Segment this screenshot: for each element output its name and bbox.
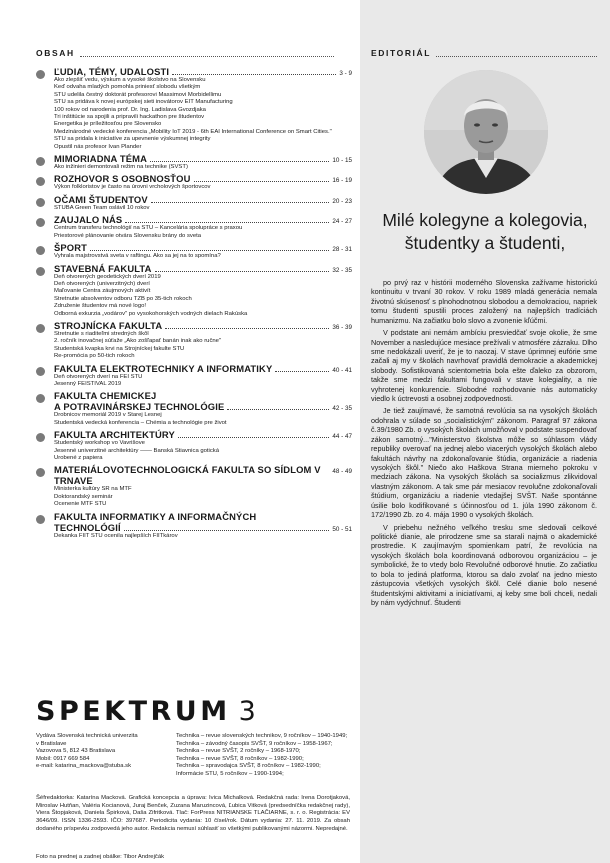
spektrum-logo — [36, 696, 259, 727]
leader-dots — [178, 432, 330, 438]
toc-section-title: ŠPORT — [54, 242, 88, 254]
toc-item[interactable]: Re-promócia po 50-tich rokoch — [54, 353, 135, 360]
leader-dots — [275, 366, 329, 372]
toc-page-range: 36 - 39 — [332, 323, 352, 331]
leader-dots — [194, 176, 330, 182]
leader-dots — [227, 404, 329, 410]
toc-section — [36, 214, 352, 240]
toc-page-range: 10 - 15 — [332, 157, 352, 165]
history-line: Technika – revue SVŠT, 8 ročníkov – 1982-1990; — [176, 755, 304, 762]
toc-item[interactable]: Centrum transferu technológií na STU – Kancelária spolupráce s praxou — [54, 225, 243, 232]
leader-dots — [155, 266, 330, 272]
history-line: Technika – spravodajca SVŠT, 8 ročníkov – 1982-1990; — [176, 763, 321, 770]
history-line: Technika – revue SVŠT, 2 ročníky – 1968-1970; — [176, 748, 301, 755]
toc-item[interactable]: Priestorové plánovanie otvára Slovensku brány do sveta — [54, 232, 202, 239]
toc-section — [36, 429, 352, 462]
toc-section-header[interactable] — [36, 390, 352, 401]
editorial-heading — [371, 46, 597, 60]
toc-item-list — [36, 184, 352, 191]
toc-item-list — [36, 440, 352, 462]
toc-section-header[interactable] — [36, 214, 352, 225]
leader-dots — [125, 217, 329, 223]
toc-item[interactable]: 2. ročník inovačnej súťaže „Ako zošľapať banán inak ako ručne" — [54, 338, 222, 345]
toc-section-title: FAKULTA INFORMATIKY A INFORMAČNÝCH — [54, 510, 257, 522]
editorial-greeting — [365, 209, 605, 255]
toc-item[interactable]: STU udelila čestný doktorát profesorovi Massimovi Morbidellimu — [54, 91, 222, 98]
toc-section-title: OČAMI ŠTUDENTOV — [54, 193, 148, 205]
obsah-heading-label: OBSAH — [36, 48, 75, 58]
toc-section — [36, 173, 352, 191]
toc-section — [36, 363, 352, 389]
toc-section-title: ĽUDIA, TÉMY, UDALOSTI — [54, 66, 170, 77]
toc-item-list — [36, 374, 352, 389]
toc-item[interactable]: STUBA Green Team oslávil 10 rokov — [54, 204, 150, 211]
toc-item-list — [36, 331, 352, 361]
toc-item[interactable]: Ministerka kultúry SR na MTF — [54, 486, 132, 493]
photo-credit: Foto na prednej a zadnej obálke: Tibor Andrejčák — [36, 854, 165, 860]
editor-portrait-photo — [424, 70, 548, 194]
toc-item-list — [36, 533, 352, 540]
toc-section-header[interactable] — [36, 194, 352, 205]
toc-item[interactable]: Jesenný FEISTIVAL 2019 — [54, 380, 122, 387]
toc-item[interactable]: Stretnutie s riaditeľmi stredných škôl — [54, 330, 149, 337]
toc-item[interactable]: Ako inžinieri demontovali režim na technike (SVŠT) — [54, 164, 188, 171]
toc-section — [36, 464, 352, 508]
editorial-credits: Šéfredaktorka: Katarína Macková. Grafická koncepcia a úprava: Ivica Michalková. Redakčná rada: Irena Dorotjaková, Miroslav Hutňan, Valéria Kocianová, Juraj Benček, Zuzana Maruzincová, Ľubica Vitková (predsedníčka redakčnej rady), Viera Štopjaková, Daniela Špirková, Daša Zifritková. Tlač: ForPress NITRIANSKE TLAČIARNE, s. r. o. Registrácia: EV 3646/09. ISSN 1336-2593. IČO: 397687. Periodicita vydania: 10 čísel/rok. Dátum vydania: 27. 11. 2019. Za obsah dodaného príspevku zodpovedá jeho autor. Redakcia nemusí súhlasiť so všetkými publikovanými názormi. Nepredajné. — [36, 795, 350, 832]
toc-section — [36, 320, 352, 361]
toc-item[interactable]: Študentský workshop vo Vavrišove — [54, 440, 145, 447]
toc-page-range: 44 - 47 — [332, 433, 352, 441]
bullet-icon — [36, 70, 45, 79]
leader-dots — [124, 525, 330, 531]
bullet-icon — [36, 324, 45, 333]
toc-item-list — [36, 253, 352, 260]
bullet-icon — [36, 367, 45, 376]
toc-item[interactable]: Maľovanie Centra záujmových aktivít — [54, 288, 151, 295]
toc-page-range: 16 - 19 — [332, 177, 352, 185]
toc-item[interactable]: Ako zlepšiť vedu, výskum a vysoké školstvo na Slovensku — [54, 77, 206, 83]
logo-name: SPEKTRUM — [36, 696, 231, 727]
publisher-line: Vazovova 5, 812 43 Bratislava — [36, 748, 116, 755]
toc-section-title: ROZHOVOR S OSOBNOSŤOU — [54, 173, 191, 185]
toc-section-header[interactable] — [36, 242, 352, 253]
toc-item-list — [36, 205, 352, 212]
publisher-line: Mobil: 0917 669 584 — [36, 755, 90, 762]
leader-dots — [165, 323, 329, 329]
toc-section-header[interactable] — [36, 429, 352, 440]
toc-item[interactable]: Stretnutie absolventov odboru TZB po 35-tich rokoch — [54, 295, 192, 302]
toc-section-header-continued — [36, 401, 352, 412]
toc-item[interactable]: Odborná exkurzia „vodárov" po vysokohorských vodných dielach Rakúska — [54, 310, 248, 317]
toc-item[interactable]: Drobnicov memoriál 2019 v Starej Lesnej — [54, 412, 162, 419]
toc-item[interactable]: Doktorandský seminár — [54, 493, 113, 500]
editorial-paragraph: V podstate ani nemám ambíciu presviedčať svoje okolie, že sme November a nasledujúce mesiace prežívali v atmosfére zázraku. Dlho sme nedokázali uveriť, že je to naozaj. V stave úprimnej eufórie sme začali aj my v školách navrhovať pravidlá demokracie a akademickej slobody. Sofistikovaná scientometria bola ešte ďaleko za obzorom, takže sme medzi fakultami fungovali v stave kolegiality, a nie vyhrotenej konkurencie. Slobodné rozhodovanie nás automaticky viedlo k úctrevosti a osobnej zodpovednosti. — [371, 328, 597, 404]
toc-item[interactable]: Združenie študentov má nové logo! — [54, 303, 147, 310]
publisher-line: Vydáva Slovenská technická univerzita — [36, 733, 138, 739]
history-line: Technika – závodný časopis SVŠT, 9 ročníkov – 1958-1967; — [176, 740, 333, 747]
toc-section — [36, 194, 352, 212]
toc-page-range: 20 - 23 — [332, 197, 352, 205]
toc-item[interactable]: Deň otvorených dverí na FEI STU — [54, 373, 143, 380]
toc-item[interactable]: STU sa pridala k iniciatíve za upevnenie výskumnej integrity — [54, 136, 211, 143]
editorial-paragraph: po prvý raz v histórii moderného Slovenska zažívame historickú kontinuitu v trvaní 30 rokov. V roku 1989 mladá generácia nemala životnú skúsenosť s plnohodnotnou slobodou a demokraciou, napriek tomu študenti spustili proces založený na najlepších tradíciách humanizmu. Na začiatku bolo slovo a zvonenie kľúčmi. — [371, 278, 597, 325]
toc-item-list — [36, 486, 352, 508]
toc-section-header[interactable] — [36, 363, 352, 374]
toc-page-range: 28 - 31 — [332, 246, 352, 254]
toc-section-title-continued: A POTRAVINÁRSKEJ TECHNOLÓGIE — [54, 401, 225, 413]
toc-section-header-continued — [36, 522, 352, 533]
leader-dots — [172, 69, 336, 75]
toc-section-title: FAKULTA ELEKTROTECHNIKY A INFORMATIKY — [54, 362, 273, 374]
publisher-line: e-mail: katarina_mackova@stuba.sk — [36, 763, 132, 770]
toc-item-list — [36, 164, 352, 171]
history-info — [176, 733, 356, 779]
bullet-icon — [36, 267, 45, 276]
toc-section-title: ZAUJALO NÁS — [54, 214, 123, 226]
toc-section — [36, 511, 352, 540]
toc-item-list — [36, 274, 352, 318]
toc-item[interactable]: Tri inštitúcie sa spojili a pripravili hackathon pre študentov — [54, 114, 205, 121]
toc-section-header[interactable] — [36, 511, 352, 522]
toc-page-range: 42 - 35 — [332, 405, 352, 413]
toc-section-title-continued: TECHNOLÓGIÍ — [54, 521, 121, 533]
toc-section-header[interactable] — [36, 153, 352, 164]
toc-section — [36, 242, 352, 260]
toc-item[interactable]: Opustil nás profesor Ivan Plander — [54, 143, 142, 150]
toc-item[interactable]: Vyhrala majstrovstvá sveta v raftingu. Ako sa jej na to spomína? — [54, 253, 221, 260]
toc-section-title: FAKULTA CHEMICKEJ — [54, 390, 157, 402]
toc-section — [36, 153, 352, 171]
toc-section-title: STROJNÍCKA FAKULTA — [54, 319, 163, 331]
toc-section — [36, 390, 352, 427]
editorial-heading-label: EDITORIÁL — [371, 48, 432, 58]
toc-section-title: MATERIÁLOVOTECHNOLOGICKÁ FAKULTA SO SÍDLOM V TRNAVE — [54, 464, 321, 487]
toc-section-title: FAKULTA ARCHITEKTÚRY — [54, 429, 175, 441]
publisher-line: v Bratislave — [36, 740, 67, 747]
greeting-line: Milé kolegyne a kolegovia, — [382, 210, 588, 230]
toc-item[interactable]: Ocenenie MTF STU — [54, 501, 107, 508]
leader-dots — [150, 156, 329, 162]
editorial-paragraph: V priebehu nežného veľkého tresku sme sledovali celkové politické dianie, ale prirodzene sme sa starali najmä o akademické prostredie. K zaujímavým spomienkam patrí, že revolúcia na vysokých školách bola koordinovaná odborovou organizáciou – je symbolické, že to vtedy bolo Revolučné odborové hnutie. Zo začiatku to bola to jediná platforma, ktorou sa dalo zvolať na jedno miesto zástupcovia všetkých vysokých škôl. Celé dianie bolo nesené študentskými aktivitami a iniciatívami, aj keby sme boli chceli, nedali by nám vydýchnuť. Študenti — [371, 522, 597, 607]
history-line: Informácie STU, 5 ročníkov – 1990-1994; — [176, 770, 284, 777]
heading-leader-dots — [436, 50, 597, 57]
heading-leader-dots — [80, 50, 334, 57]
toc-item[interactable]: Jesenné univerzitné architektúry —— Banská Štiavnica gotická — [54, 447, 220, 454]
toc-page-range: 24 - 27 — [332, 218, 352, 226]
toc-item[interactable]: Študentská vedecká konferencia – Chémia a technológie pre život — [54, 419, 227, 426]
toc-section — [36, 66, 352, 151]
table-of-contents — [36, 66, 352, 541]
bullet-icon — [36, 198, 45, 207]
toc-item-list — [36, 412, 352, 427]
toc-item[interactable]: Medzinárodné vedecké konferencia „Mobility IoT 2019 - 6th EAI International Conference on Smart Cities." — [54, 128, 332, 135]
toc-section-header[interactable] — [36, 66, 352, 77]
portrait-illustration — [424, 70, 548, 194]
obsah-heading — [36, 46, 334, 60]
editorial-body — [371, 278, 597, 610]
toc-section-title: STAVEBNÁ FAKULTA — [54, 262, 152, 274]
toc-item[interactable]: Študentská kvapka krvi na Strojníckej fakulte STU — [54, 345, 185, 352]
page-gutter — [0, 0, 18, 863]
toc-item-list — [36, 225, 352, 240]
toc-item[interactable]: Výkon folkloristov je často na úrovni vrcholových športovcov — [54, 184, 211, 191]
toc-section — [36, 263, 352, 318]
toc-item[interactable]: Deň otvorených (univerzitných) dverí — [54, 280, 150, 287]
publisher-info — [36, 733, 181, 771]
toc-item[interactable]: Dekanka FIIT STU ocenila najlepších FIITkárov — [54, 532, 178, 539]
toc-item[interactable]: Urobené z papiera — [54, 455, 103, 461]
history-line: Technika – revue slovenských technikov, 9 ročníkov – 1940-1949; — [176, 733, 348, 739]
editorial-paragraph: Je tiež zaujímavé, že samotná revolúcia sa na vysokých školách odohrala v súlade so „socialistickým" zákonom. Paragraf 97 zákona č.39/1980 Zb. o vysokých školách umožňoval v podstate suspendovať zákon samotný..."Ministerstvo školstva môže so súhlasom vlády republiky overovať na jednej alebo viacerých vysokých školách alebo fakultách návrhy na zdokonaľovanie štúdia, organizácie a riadenia vysokých škôl." Niečo ako Haškova Strana mierneho pokroku v medziach zákona. Na vysokých školách sa socializmus zlikvidoval vlastným zákonom. A tak sme pár mesiacov revolučne zdokonaľovali štúdium, organizáciu a riadenie vtedajšej SVŠT. Naše spontánne úsilie bolo kodifikované s účinnosťou od 1. júla 1990 zákonom č. 172/1990 Zb. zo 4. mája 1990 o vysokých školách. — [371, 406, 597, 520]
toc-section-header[interactable] — [36, 320, 352, 331]
issue-number: 3 — [238, 696, 260, 727]
toc-page-range: 32 - 35 — [332, 266, 352, 274]
greeting-line: študentky a študenti, — [404, 233, 566, 253]
bullet-icon — [36, 157, 45, 166]
toc-item[interactable]: STU sa pridáva k novej európskej sieti inovátorov EIT Manufacturing — [54, 99, 233, 106]
toc-item[interactable]: Keď odvaha mladých pomohla priniesť slobodu všetkým — [54, 84, 201, 91]
toc-page-range: 50 - 51 — [332, 525, 352, 533]
toc-page-range: 48 - 49 — [332, 468, 352, 476]
leader-dots — [90, 245, 329, 251]
toc-section-header[interactable] — [36, 173, 352, 184]
toc-section-title: MIMORIADNA TÉMA — [54, 153, 148, 165]
toc-section-header[interactable] — [36, 263, 352, 274]
leader-dots — [151, 197, 330, 203]
toc-item-list — [36, 77, 352, 151]
toc-page-range: 40 - 41 — [332, 366, 352, 374]
toc-section-header[interactable] — [36, 464, 352, 486]
toc-item[interactable]: Deň otvorených geodetických dverí 2019 — [54, 273, 161, 280]
toc-item[interactable]: 100 rokov od narodenia prof. Dr. Ing. Ladislava Gvozdjaka — [54, 106, 206, 113]
toc-page-range: 3 - 9 — [339, 70, 352, 77]
toc-item[interactable]: Energetika je príležitosťou pre Slovensko — [54, 121, 162, 128]
bullet-icon — [36, 468, 45, 477]
